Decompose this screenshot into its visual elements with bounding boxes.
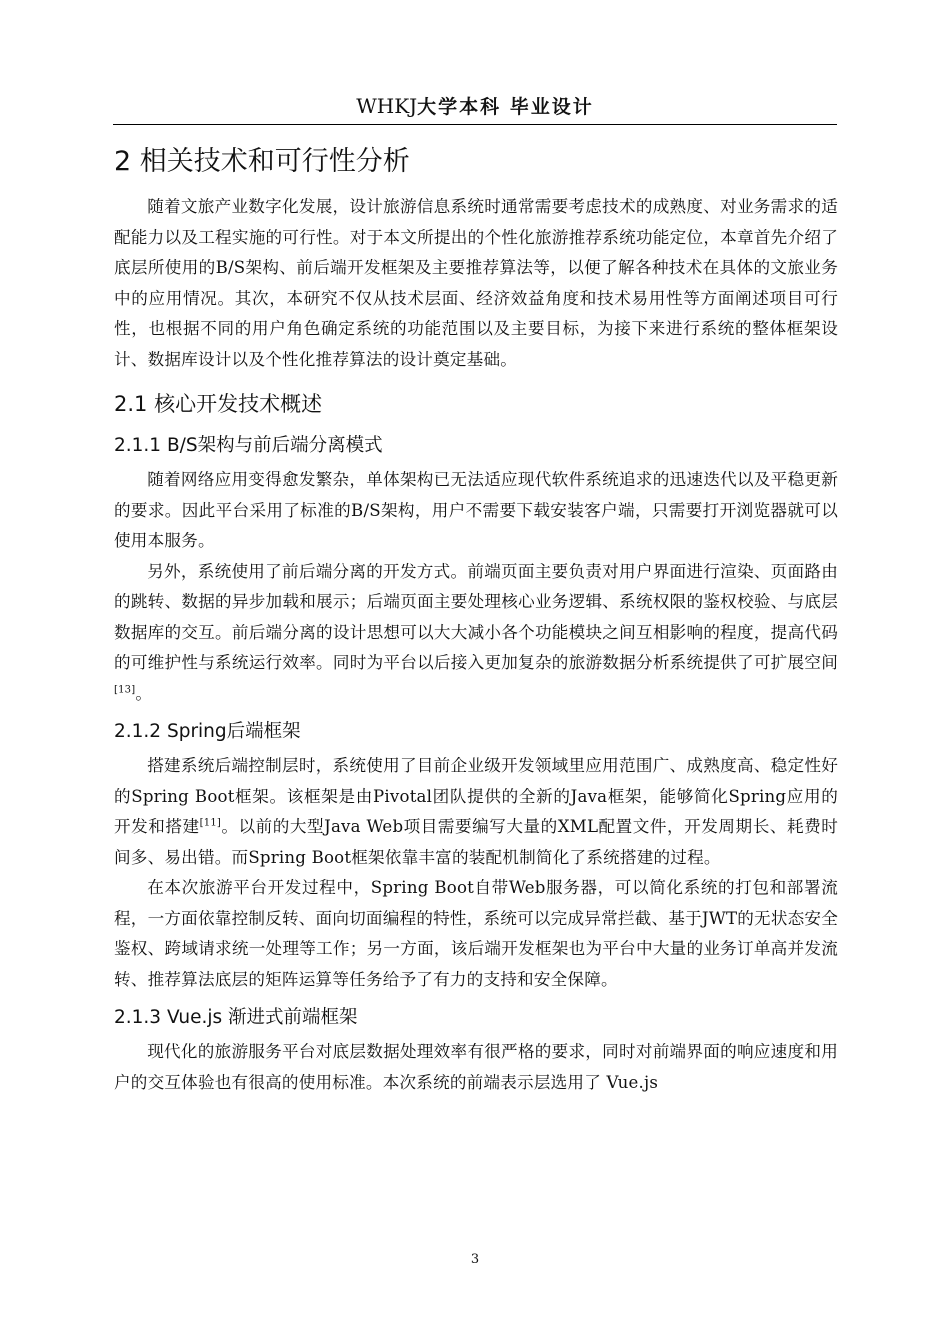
section-2-1-2-paragraph-1-a: 搭建系统后端控制层时，系统使用了目前企业级开发领域里应用范围广、成熟度高、稳定性好的Spring Boot框架。该框架是由Pivotal团队提供的全新的Java框架，能够简化Spring应用的开发和搭建 [114,756,838,836]
section-2-1-1-title: 2.1.1 B/S架构与前后端分离模式 [114,435,383,456]
citation-13: [13] [114,683,136,695]
section-2-1-3-paragraph-1: 现代化的旅游服务平台对底层数据处理效率有很严格的要求，同时对前端界面的响应速度和用户的交互体验也有很高的使用标准。本次系统的前端表示层选用了 Vue.js [114,1042,838,1092]
section-2-1-1-paragraph-2 [114,557,838,710]
header-rule [113,124,837,125]
chapter-title: 2 相关技术和可行性分析 [114,146,410,177]
section-2-1-2-title: 2.1.2 Spring后端框架 [114,721,301,742]
citation-11: [11] [199,817,221,829]
section-2-1-1-paragraph-1: 随着网络应用变得愈发繁杂，单体架构已无法适应现代软件系统追求的迅速迭代以及平稳更新的要求。因此平台采用了标准的B/S架构，用户不需要下载安装客户端，只需要打开浏览器就可以使用本服务。 [114,470,838,550]
header-title: 大学本科 毕业设计 [417,96,594,118]
section-2-1-2-paragraph-2: 在本次旅游平台开发过程中，Spring Boot自带Web服务器，可以简化系统的打包和部署流程，一方面依靠控制反转、面向切面编程的特性，系统可以完成异常拦截、基于JWT的无状态安全鉴权、跨域请求统一处理等工作；另一方面，该后端开发框架也为平台中大量的业务订单高并发流转、推荐算法底层的矩阵运算等任务给予了有力的支持和安全保障。 [114,878,838,989]
intro-paragraph: 随着文旅产业数字化发展，设计旅游信息系统时通常需要考虑技术的成熟度、对业务需求的适配能力以及工程实施的可行性。对于本文所提出的个性化旅游推荐系统功能定位，本章首先介绍了底层所使用的B/S架构、前后端开发框架及主要推荐算法等，以便了解各种技术在具体的文旅业务中的应用情况。其次，本研究不仅从技术层面、经济效益角度和技术易用性等方面阐述项目可行性，也根据不同的用户角色确定系统的功能范围以及主要目标，为接下来进行系统的整体框架设计、数据库设计以及个性化推荐算法的设计奠定基础。 [114,197,838,369]
section-2-1-2-paragraph-1 [114,751,838,873]
section-2-1-2-paragraph-1-b: 。以前的大型Java Web项目需要编写大量的XML配置文件，开发周期长、耗费时间多、易出错。而Spring Boot框架依靠丰富的装配机制简化了系统搭建的过程。 [114,817,838,867]
section-2-1-1-paragraph-2-text: 另外，系统使用了前后端分离的开发方式。前端页面主要负责对用户界面进行渲染、页面路由的跳转、数据的异步加载和展示；后端页面主要处理核心业务逻辑、系统权限的鉴权校验、与底层数据库的交互。前后端分离的设计思想可以大大减小各个功能模块之间互相影响的程度，提高代码的可维护性与系统运行效率。同时为平台以后接入更加复杂的旅游数据分析系统提供了可扩展空间 [114,561,838,672]
page-number: 3 [470,1252,480,1267]
header-prefix: WHKJ [356,94,418,118]
section-2-1-title: 2.1 核心开发技术概述 [114,392,323,416]
page-content [114,140,838,1098]
section-2-1-1-paragraph-2-end: 。 [135,683,153,703]
running-header [0,92,950,119]
section-2-1-3-title: 2.1.3 Vue.js 渐进式前端框架 [114,1007,358,1028]
